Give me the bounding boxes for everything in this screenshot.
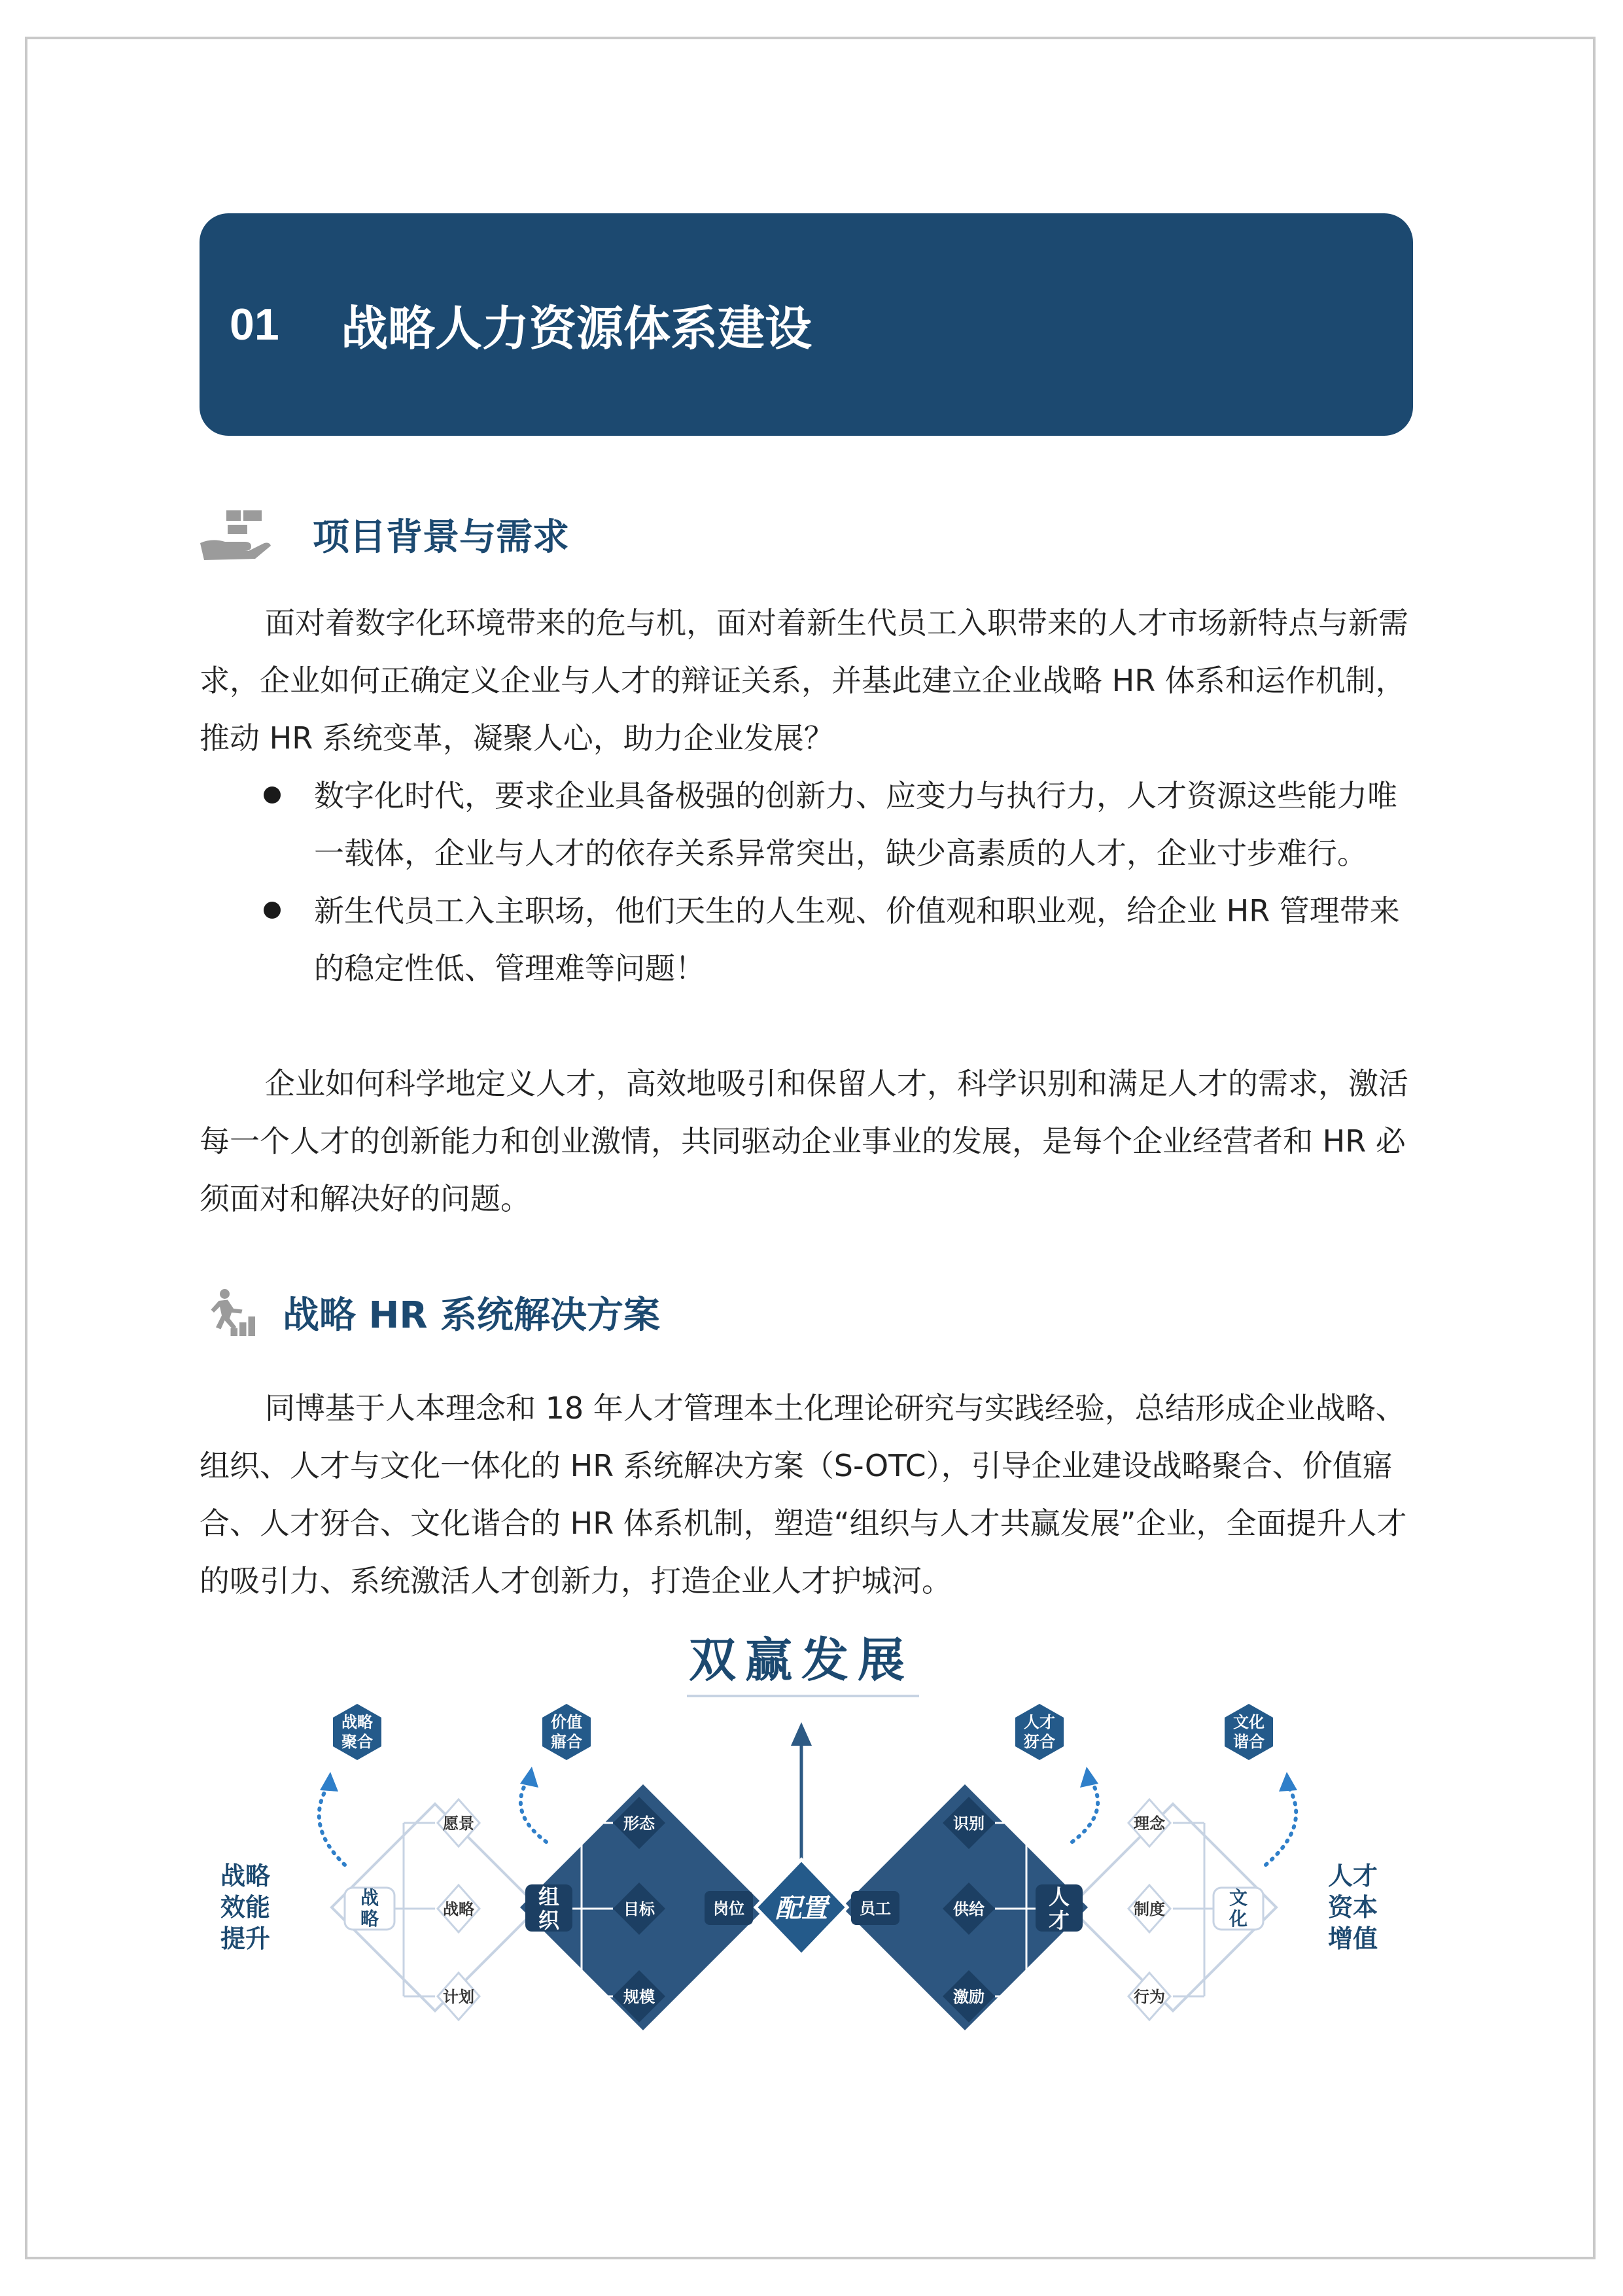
strategy-title-char: 战 (360, 1887, 379, 1909)
talent-item: 供给 (953, 1900, 985, 1918)
center-config-diamond (756, 1860, 847, 1955)
strategy-item: 计划 (443, 1988, 474, 2006)
diagram-top-title: 双赢发展 (688, 1633, 915, 1687)
organization-link-label: 岗位 (713, 1899, 744, 1918)
strategy-diamond (332, 1799, 538, 2020)
svg-text:寤合: 寤合 (551, 1733, 582, 1751)
s-otc-diagram (200, 1623, 1416, 2094)
center-arrow-head-icon (791, 1722, 812, 1746)
hand-support-icon (196, 505, 275, 564)
arrowhead-icon (1279, 1772, 1297, 1792)
center-label: 配置 (775, 1894, 828, 1924)
strategy-title-char: 略 (360, 1908, 379, 1930)
svg-text:增值: 增值 (1327, 1924, 1378, 1953)
culture-item: 理念 (1134, 1814, 1165, 1833)
svg-text:提升: 提升 (220, 1924, 271, 1953)
talent-item: 识别 (953, 1814, 985, 1833)
chapter-banner (200, 213, 1413, 436)
svg-text:战略: 战略 (341, 1713, 373, 1731)
section1-bullets (200, 767, 1416, 997)
arrowhead-icon (320, 1772, 338, 1792)
talent-item: 激励 (953, 1988, 985, 2006)
svg-text:效能: 效能 (220, 1893, 271, 1922)
climbing-steps-icon (208, 1281, 267, 1344)
organization-title-char: 组 (538, 1884, 560, 1909)
arrowhead-icon (520, 1767, 538, 1788)
badge-talent-convergence (1015, 1704, 1064, 1760)
chapter-title: 战略人力资源体系建设 (341, 301, 812, 356)
section1-intro: 面对着数字化环境带来的危与机，面对着新生代员工入职带来的人才市场新特点与新需求，企业如何正确定义企业与人才的辩证关系，并基此建立企业战略 HR 体系和运作机制，推动 HR 系统变革，凝聚人心，助力企业发展？ (200, 605, 1408, 756)
organization-item: 目标 (623, 1900, 655, 1918)
svg-text:资本: 资本 (1327, 1893, 1378, 1922)
organization-title-char: 织 (538, 1908, 560, 1933)
organization-item: 形态 (623, 1814, 655, 1833)
culture-title-char: 文 (1229, 1887, 1248, 1909)
organization-item: 规模 (623, 1988, 655, 2006)
culture-item: 行为 (1134, 1988, 1165, 2006)
badge-culture-convergence (1225, 1704, 1273, 1760)
left-outer-label (220, 1862, 270, 1953)
svg-text:聚合: 聚合 (341, 1733, 373, 1751)
svg-text:谐合: 谐合 (1233, 1733, 1265, 1751)
bullet-item: 数字化时代，要求企业具备极强的创新力、应变力与执行力，人才资源这些能力唯一载体，企业与人才的依存关系异常突出，缺少高素质的人才，企业寸步难行。 (200, 767, 1416, 882)
culture-title-char: 化 (1229, 1908, 1248, 1930)
arrowhead-icon (1080, 1767, 1098, 1788)
section-heading-label: 战略 HR 系统解决方案 (283, 1294, 660, 1337)
section-heading-background (196, 505, 569, 564)
badge-value-convergence (542, 1704, 591, 1760)
culture-item: 制度 (1134, 1900, 1165, 1918)
chapter-number: 01 (230, 300, 279, 349)
strategy-item: 战略 (443, 1900, 474, 1918)
svg-text:人才: 人才 (1327, 1862, 1378, 1890)
badge-strategy-convergence (333, 1704, 381, 1760)
dotted-arrow-icon (1072, 1780, 1098, 1842)
talent-link-label: 员工 (860, 1899, 891, 1918)
talent-title-char: 才 (1048, 1908, 1070, 1933)
bullet-dot-icon (264, 786, 281, 804)
talent-title-char: 人 (1048, 1884, 1070, 1909)
strategy-item: 愿景 (443, 1814, 474, 1833)
organization-diamond (520, 1784, 766, 2030)
talent-diamond (842, 1784, 1088, 2030)
dotted-arrow-icon (319, 1786, 345, 1865)
culture-diamond (1070, 1799, 1276, 2020)
right-outer-label (1328, 1862, 1378, 1953)
section-heading-solution (208, 1281, 660, 1344)
bullet-item: 新生代员工入主职场，他们天生的人生观、价值观和职业观，给企业 HR 管理带来的稳定性低、管理难等问题！ (200, 882, 1416, 997)
dotted-arrow-icon (521, 1780, 546, 1842)
svg-text:价值: 价值 (551, 1713, 582, 1731)
svg-text:犽合: 犽合 (1024, 1733, 1055, 1751)
svg-text:人才: 人才 (1024, 1713, 1055, 1731)
section2-body: 同博基于人本理念和 18 年人才管理本土化理论研究与实践经验，总结形成企业战略、组织、人才与文化一体化的 HR 系统解决方案（S-OTC），引导企业建设战略聚合、价值寤合、人才犽合、文化谐合的 HR 体系机制，塑造“组织与人才共赢发展”企业，全面提升人才的吸引力、系统激活人才创新力，打造企业人才护城河。 (200, 1390, 1407, 1598)
section1-closing: 企业如何科学地定义人才，高效地吸引和保留人才，科学识别和满足人才的需求，激活每一个人才的创新能力和创业激情，共同驱动企业事业的发展，是每个企业经营者和 HR 必须面对和解决好的问题。 (200, 1066, 1408, 1216)
svg-text:文化: 文化 (1233, 1713, 1265, 1731)
dotted-arrow-icon (1266, 1786, 1296, 1865)
bullet-dot-icon (264, 902, 281, 919)
section-heading-label: 项目背景与需求 (313, 516, 569, 559)
svg-text:战略: 战略 (220, 1862, 271, 1890)
